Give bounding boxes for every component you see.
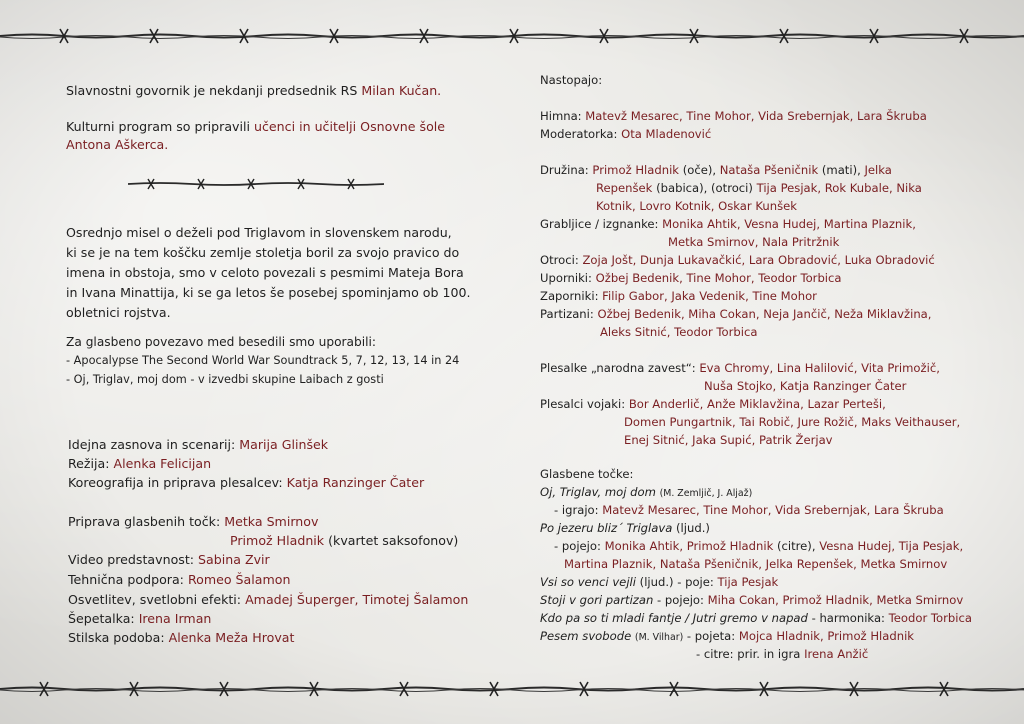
role-names: Monika Ahtik, Vesna Hudej, Martina Plaznik, (662, 217, 916, 231)
song-rest: (ljud.) - poje: (639, 575, 714, 589)
song-perf-names: Tija Pesjak (717, 575, 779, 589)
credit-label: Režija: (68, 456, 110, 471)
role-label: Zaporniki: (540, 289, 599, 303)
song-perf-names: Monika Ahtik, Primož Hladnik (604, 539, 774, 553)
music-prep-note: (kvartet saksofonov) (328, 533, 459, 548)
barbed-wire-bottom-icon (0, 679, 1024, 699)
role-row (540, 253, 935, 267)
song-perf-names: Irena Anžič (804, 647, 869, 661)
role-names: Nataša Pšeničnik (719, 163, 819, 177)
song-row (540, 593, 963, 607)
role-names: Repenšek (596, 181, 653, 195)
role-names: Ožbej Bedenik, Miha Cokan, Neja Jančič, Neža Miklavžina, (597, 307, 932, 321)
credit-label: Idejna zasnova in scenarij: (68, 437, 236, 452)
song-row (540, 611, 972, 625)
performers-heading: Nastopajo: (540, 73, 603, 87)
song-perf-names: Matevž Mesarec, Tine Mohor, Vida Srebernjak, Lara Škruba (602, 503, 944, 517)
plesalke-row-2: Nuša Stojko, Katja Ranzinger Čater (704, 379, 907, 393)
credit-row (68, 456, 211, 471)
druzina-row-1 (540, 163, 892, 177)
partizani-row-2: Aleks Sitnić, Teodor Torbica (600, 325, 758, 339)
credit-name: Romeo Šalamon (187, 572, 291, 587)
role-label: Partizani: (540, 307, 594, 321)
song-rest: - pojejo: (657, 593, 704, 607)
culture-line-1 (66, 119, 445, 134)
credit-name: Irena Irman (138, 611, 212, 626)
role-names: Jelka (864, 163, 892, 177)
role-names: Tija Pesjak, Rok Kubale, Nika (756, 181, 922, 195)
idea-line: ki se je na tem koščku zemlje stoletja boril za svojo pravico do (66, 245, 460, 260)
music-prep-name-1: Metka Smirnov (224, 514, 319, 529)
song-perf-row (554, 539, 963, 553)
credit-label: Tehnična podpora: (68, 572, 184, 587)
idea-line: obletnici rojstva. (66, 305, 171, 320)
song-perf-label: - pojejo: (554, 539, 601, 553)
song-rest: - citre: prir. in igra (696, 647, 801, 661)
role-names: Ota Mladenović (621, 127, 712, 141)
role-label: Otroci: (540, 253, 579, 267)
moderator-row (540, 127, 711, 141)
credit-row (68, 437, 328, 452)
song-row-2 (696, 647, 868, 661)
druzina-row-3: Kotnik, Lovro Kotnik, Oskar Kunšek (596, 199, 797, 213)
song-row (540, 521, 710, 535)
credit-row (68, 475, 424, 490)
credit-label: Osvetlitev, svetlobni efekti: (68, 592, 242, 607)
role-label: Grabljice / izgnanke: (540, 217, 659, 231)
credit-name: Marija Glinšek (239, 437, 329, 452)
role-row (540, 307, 931, 321)
song-perf-names: Miha Cokan, Primož Hladnik, Metka Smirnov (707, 593, 964, 607)
credit-label: Video predstavnost: (68, 552, 195, 567)
culture-label: Kulturni program so pripravili (66, 119, 251, 134)
speaker-name: Milan Kučan. (361, 83, 442, 98)
song-title: Vsi so venci vejli (540, 575, 636, 589)
culture-who-1: učenci in učitelji Osnovne šole (254, 119, 446, 134)
music-prep-name-2: Primož Hladnik (230, 533, 325, 548)
vojaki-row-2: Domen Pungartnik, Tai Robič, Jure Rožič, Maks Veithauser, (624, 415, 961, 429)
credit-name: Amadej Šuperger, Timotej Šalamon (245, 592, 469, 607)
role-names: Primož Hladnik (592, 163, 680, 177)
music-line: - Oj, Triglav, moj dom - v izvedbi skupine Laibach z gosti (66, 373, 384, 386)
role-names: Eva Chromy, Lina Halilović, Vita Primožič, (699, 361, 940, 375)
role-names: Filip Gabor, Jaka Vedenik, Tine Mohor (602, 289, 817, 303)
grab-row-2: Metka Smirnov, Nala Pritržnik (668, 235, 840, 249)
role-note: (babica), (otroci) (656, 181, 753, 195)
role-note: (oče), (682, 163, 717, 177)
song-perf-row (554, 503, 944, 517)
music-prep-label: Priprava glasbenih točk: (68, 514, 221, 529)
role-label: Plesalci vojaki: (540, 397, 626, 411)
song-row (540, 575, 778, 589)
song-perf-names: Teodor Torbica (888, 611, 972, 625)
idea-line: in Ivana Minattija, ki se ga letos še posebej spominjamo ob 100. (66, 285, 471, 300)
speaker-label: Slavnostni govornik je nekdanji predsednik RS (66, 83, 358, 98)
music-line: - Apocalypse The Second World War Soundtrack 5, 7, 12, 13, 14 in 24 (66, 354, 460, 367)
song-row (540, 629, 914, 643)
music-prep-row (68, 514, 318, 529)
role-names: Zoja Jošt, Dunja Lukavačkić, Lara Obradović, Luka Obradović (582, 253, 935, 267)
song-title: Po jezeru bliz´ Triglava (540, 521, 673, 535)
song-perf-note: (citre), (777, 539, 816, 553)
credit-name: Sabina Zvir (198, 552, 270, 567)
role-label: Moderatorka: (540, 127, 618, 141)
credit-label: Koreografija in priprava plesalcev: (68, 475, 283, 490)
credit-label: Stilska podoba: (68, 630, 165, 645)
credit-name: Alenka Meža Hrovat (168, 630, 295, 645)
song-perf-row-2: Martina Plaznik, Nataša Pšeničnik, Jelka Repenšek, Metka Smirnov (564, 557, 948, 571)
song-credit: (M. Vilhar) (634, 632, 684, 643)
credit-label: Šepetalka: (68, 611, 135, 626)
role-names: Ožbej Bedenik, Tine Mohor, Teodor Torbica (595, 271, 842, 285)
role-label: Uporniki: (540, 271, 592, 285)
song-title: Kdo pa so ti mladi fantje / Jutri gremo v napad (540, 611, 808, 625)
credit-row (68, 630, 294, 645)
song-credit: (ljud.) (676, 521, 710, 535)
song-perf-names: Mojca Hladnik, Primož Hladnik (738, 629, 915, 643)
role-names: Bor Anderlič, Anže Miklavžina, Lazar Perteši, (628, 397, 886, 411)
role-note: (mati), (821, 163, 861, 177)
song-perf-names: Vesna Hudej, Tija Pesjak, (819, 539, 964, 553)
plesalke-row-1 (540, 361, 940, 375)
idea-line: imena in obstoja, smo v celoto povezali s pesmimi Mateja Bora (66, 265, 464, 280)
vojaki-row-1 (540, 397, 886, 411)
song-title: Pesem svobode (540, 629, 632, 643)
vojaki-row-3: Enej Sitnić, Jaka Supić, Patrik Žerjav (624, 433, 833, 447)
song-rest: - harmonika: (811, 611, 885, 625)
credit-name: Katja Ranzinger Čater (286, 475, 425, 490)
music-prep-row-2 (230, 533, 458, 548)
song-rest: - pojeta: (686, 629, 736, 643)
song-title: Oj, Triglav, moj dom (540, 485, 656, 499)
himna-row (540, 109, 927, 123)
song-row (540, 485, 752, 499)
credit-row (68, 592, 468, 607)
barbed-wire-divider-icon (128, 177, 384, 191)
druzina-row-2 (596, 181, 922, 195)
speaker-line (66, 83, 441, 98)
grab-row-1 (540, 217, 916, 231)
idea-line: Osrednjo misel o deželi pod Triglavom in slovenskem narodu, (66, 225, 452, 240)
song-perf-label: - igrajo: (554, 503, 599, 517)
credit-row (68, 611, 211, 626)
credit-row (68, 572, 290, 587)
role-label: Himna: (540, 109, 582, 123)
songs-heading: Glasbene točke: (540, 467, 634, 481)
credit-name: Alenka Felicijan (113, 456, 212, 471)
barbed-wire-top-icon (0, 26, 1024, 46)
song-title: Stoji v gori partizan (540, 593, 654, 607)
culture-who-2: Antona Aškerca. (66, 137, 169, 152)
role-names: Matevž Mesarec, Tine Mohor, Vida Srebernjak, Lara Škruba (585, 109, 927, 123)
music-line: Za glasbeno povezavo med besedili smo uporabili: (66, 335, 377, 349)
song-credit: (M. Zemljič, J. Aljaž) (659, 488, 753, 499)
role-label: Plesalke „narodna zavest“: (540, 361, 696, 375)
credit-row (68, 552, 270, 567)
role-label: Družina: (540, 163, 589, 177)
role-row (540, 271, 842, 285)
role-row (540, 289, 817, 303)
